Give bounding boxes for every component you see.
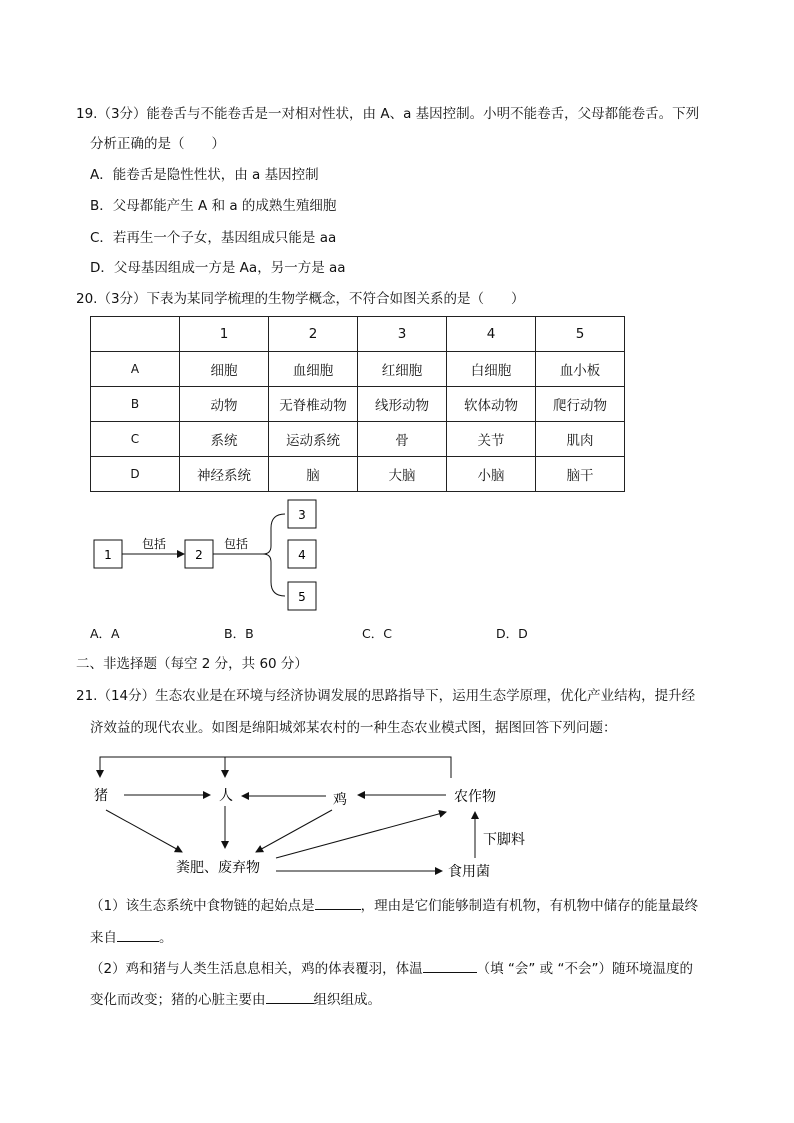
q21-sub1-line2 (90, 927, 173, 948)
box-5-label: 5 (298, 590, 306, 604)
q21-stem-line2: 济效益的现代农业。如图是绵阳城郊某农村的一种生态农业模式图，据图回答下列问题： (90, 720, 617, 736)
table-cell: 系统 (180, 422, 269, 457)
q19-stem-line1: 19.（3分）能卷舌与不能卷舌是一对相对性状，由 A、a 基因控制。小明不能卷舌，父母都能卷舌。下列 (76, 106, 700, 122)
table-row (91, 387, 625, 422)
box-3-label: 3 (298, 508, 306, 522)
table-cell: 线形动物 (358, 387, 447, 422)
box-4-label: 4 (298, 548, 306, 562)
table-cell: 白细胞 (447, 352, 536, 387)
crops-label: 农作物 (454, 789, 496, 805)
q20-relationship-diagram (88, 496, 328, 614)
arrow-2-label: 包括 (223, 537, 249, 551)
q21-sub2-line2 (90, 989, 381, 1010)
table-cell: 血小板 (536, 352, 625, 387)
table-row (91, 352, 625, 387)
q19-option-c: C．若再生一个子女，基因组成只能是 aa (90, 230, 337, 246)
q21-sub1-line1 (90, 895, 698, 916)
table-cell: 神经系统 (180, 457, 269, 492)
q19-option-d: D．父母基因组成一方是 Aa，另一方是 aa (90, 260, 346, 276)
pig-to-manure-arrow (106, 810, 182, 852)
q21-sub2-line1 (90, 958, 693, 979)
table-cell: B (91, 387, 180, 422)
q21-sub2-text-b: （填 “会” 或 “不会”）随环境温度的 (476, 961, 693, 977)
chicken-label: 鸡 (333, 792, 347, 808)
q19-option-a: A．能卷舌是隐性性状，由 a 基因控制 (90, 167, 319, 183)
q21-sub2-text-c: 变化而改变；猪的心脏主要由 (90, 992, 266, 1008)
q21-sub2-text-a: （2）鸡和猪与人类生活息息相关，鸡的体表覆羽，体温 (90, 961, 423, 977)
manure-to-crops-arrow (276, 812, 446, 858)
table-row (91, 422, 625, 457)
table-cell: 肌肉 (536, 422, 625, 457)
answer-blank[interactable] (266, 989, 314, 1004)
answer-blank[interactable] (423, 958, 477, 973)
q21-stem-line1: 21.（14分）生态农业是在环境与经济协调发展的思路指导下，运用生态学原理，优化产业结构，提升经 (76, 688, 696, 704)
q19-stem-line2: 分析正确的是（ ） (90, 136, 225, 152)
table-row (91, 457, 625, 492)
q20-option-b: B．B (224, 626, 254, 641)
human-label: 人 (219, 788, 233, 804)
pig-label: 猪 (94, 788, 108, 804)
table-cell: 4 (447, 317, 536, 352)
manure-label: 粪肥、废弃物 (176, 860, 260, 876)
section2-title: 二、非选择题（每空 2 分，共 60 分） (76, 656, 308, 672)
table-cell: 小脑 (447, 457, 536, 492)
table-header-row (91, 317, 625, 352)
q21-eco-farm-diagram (80, 748, 525, 888)
q21-sub1-text-c: 来自 (90, 930, 117, 946)
table-cell: 软体动物 (447, 387, 536, 422)
q20-option-a: A．A (90, 626, 120, 641)
table-cell (91, 317, 180, 352)
q20-option-d: D．D (496, 626, 528, 641)
table-cell: 血细胞 (269, 352, 358, 387)
q20-concept-table (90, 316, 625, 492)
table-cell: A (91, 352, 180, 387)
feed-label: 下脚料 (483, 832, 525, 848)
q20-options (90, 624, 710, 644)
table-cell: 3 (358, 317, 447, 352)
table-cell: 脑 (269, 457, 358, 492)
table-cell: 运动系统 (269, 422, 358, 457)
table-cell: 骨 (358, 422, 447, 457)
table-cell: 爬行动物 (536, 387, 625, 422)
fungi-label: 食用菌 (448, 864, 490, 880)
table-cell: 大脑 (358, 457, 447, 492)
table-cell: 1 (180, 317, 269, 352)
brace (263, 514, 285, 596)
q21-sub1-text-b: ，理由是它们能够制造有机物，有机物中储存的能量最终 (360, 898, 699, 914)
table-cell: 脑干 (536, 457, 625, 492)
answer-blank[interactable] (117, 927, 159, 942)
q20-option-c: C．C (362, 626, 392, 641)
box-1-label: 1 (104, 548, 112, 562)
answer-blank[interactable] (315, 895, 361, 910)
table-cell: C (91, 422, 180, 457)
box-2-label: 2 (195, 548, 203, 562)
table-cell: 无脊椎动物 (269, 387, 358, 422)
q20-stem: 20.（3分）下表为某同学梳理的生物学概念，不符合如图关系的是（ ） (76, 291, 525, 307)
table-cell: 2 (269, 317, 358, 352)
table-cell: D (91, 457, 180, 492)
top-loop-line (100, 757, 451, 778)
table-cell: 关节 (447, 422, 536, 457)
table-cell: 5 (536, 317, 625, 352)
table-cell: 动物 (180, 387, 269, 422)
q21-sub1-text-d: 。 (159, 930, 173, 946)
arrow-1-label: 包括 (141, 537, 167, 551)
table-cell: 细胞 (180, 352, 269, 387)
q21-sub1-text-a: （1）该生态系统中食物链的起始点是 (90, 898, 315, 914)
q21-sub2-text-d: 组织组成。 (313, 992, 381, 1008)
table-cell: 红细胞 (358, 352, 447, 387)
q19-option-b: B．父母都能产生 A 和 a 的成熟生殖细胞 (90, 198, 337, 214)
